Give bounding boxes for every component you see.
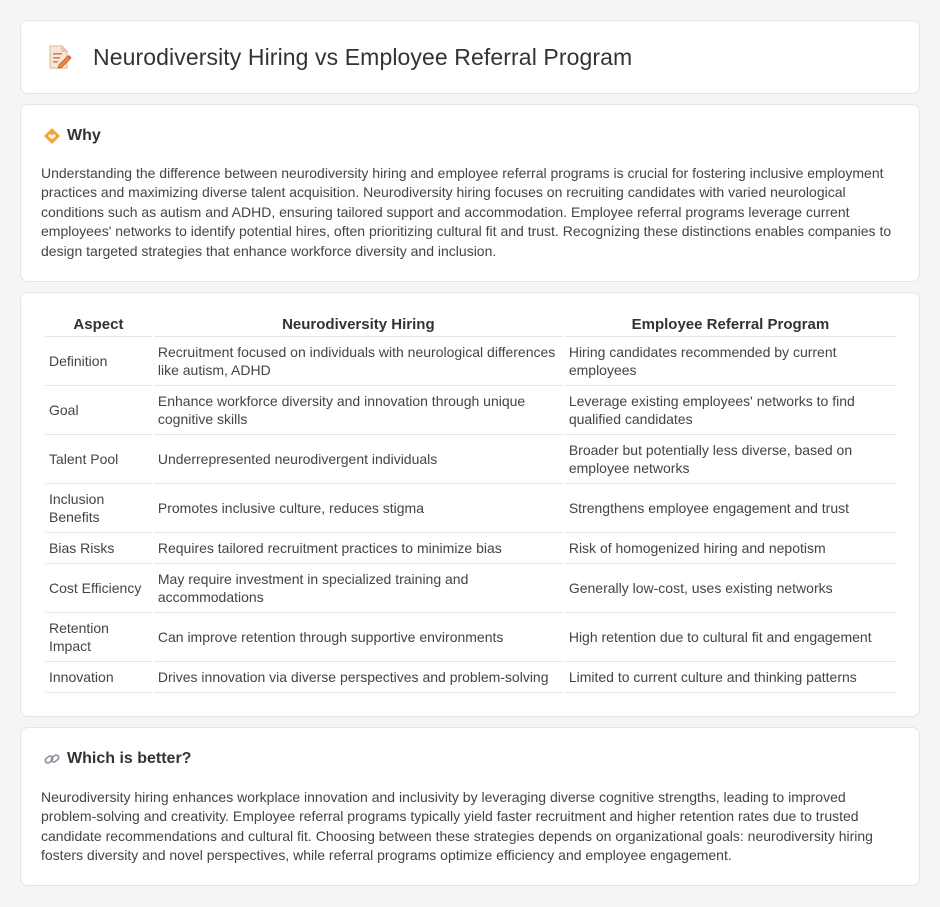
- neurodiversity-cell: Promotes inclusive culture, reduces stigma: [154, 484, 563, 533]
- referral-cell: Broader but potentially less diverse, based on employee networks: [565, 435, 896, 484]
- aspect-cell: Goal: [45, 386, 152, 435]
- why-section: [20, 104, 920, 282]
- header-aspect: Aspect: [45, 315, 152, 337]
- which-is-better-section: [20, 727, 920, 886]
- table-row: [45, 662, 896, 693]
- table-row: [45, 337, 896, 386]
- neurodiversity-cell: Drives innovation via diverse perspectives and problem-solving: [154, 662, 563, 693]
- referral-cell: Strengthens employee engagement and trust: [565, 484, 896, 533]
- referral-cell: Limited to current culture and thinking patterns: [565, 662, 896, 693]
- aspect-cell: Inclusion Benefits: [45, 484, 152, 533]
- comparison-table-card: [20, 292, 920, 717]
- referral-cell: Risk of homogenized hiring and nepotism: [565, 533, 896, 564]
- referral-cell: High retention due to cultural fit and engagement: [565, 613, 896, 662]
- table-header-row: [45, 315, 896, 337]
- better-title: Which is better?: [67, 750, 192, 767]
- why-text: Understanding the difference between neurodiversity hiring and employee referral programs is crucial for fostering inclusive employment practices and maximizing diverse talent acquisition. Neurodiversity hiring focuses on recruiting candidates with varied neurological conditions such as autism and ADHD, ensuring tailored support and accommodation. Employee referral programs leverage current employees' networks to identify potential hires, often prioritizing cultural fit and trust. Recognizing these distinctions enables companies to design targeted strategies that enhance workforce diversity and inclusion.: [41, 165, 892, 259]
- table-row: [45, 613, 896, 662]
- header-neurodiversity-hiring: Neurodiversity Hiring: [154, 315, 563, 337]
- neurodiversity-cell: Can improve retention through supportive environments: [154, 613, 563, 662]
- title-card: [20, 20, 920, 94]
- neurodiversity-cell: Recruitment focused on individuals with neurological differences like autism, ADHD: [154, 337, 563, 386]
- document-pencil-icon: [45, 43, 73, 71]
- link-icon: [43, 750, 61, 768]
- neurodiversity-cell: Enhance workforce diversity and innovation through unique cognitive skills: [154, 386, 563, 435]
- neurodiversity-cell: May require investment in specialized training and accommodations: [154, 564, 563, 613]
- table-row: [45, 386, 896, 435]
- better-header: [43, 750, 191, 768]
- table-row: [45, 533, 896, 564]
- aspect-cell: Innovation: [45, 662, 152, 693]
- referral-cell: Generally low-cost, uses existing networks: [565, 564, 896, 613]
- table-row: [45, 435, 896, 484]
- table-row: [45, 564, 896, 613]
- header-employee-referral: Employee Referral Program: [565, 315, 896, 337]
- handshake-icon: [43, 127, 61, 145]
- referral-cell: Leverage existing employees' networks to find qualified candidates: [565, 386, 896, 435]
- aspect-cell: Cost Efficiency: [45, 564, 152, 613]
- neurodiversity-cell: Requires tailored recruitment practices to minimize bias: [154, 533, 563, 564]
- aspect-cell: Bias Risks: [45, 533, 152, 564]
- referral-cell: Hiring candidates recommended by current employees: [565, 337, 896, 386]
- title-row: [45, 43, 632, 71]
- aspect-cell: Definition: [45, 337, 152, 386]
- comparison-table: [43, 315, 898, 693]
- table-row: [45, 484, 896, 533]
- why-header: [43, 127, 101, 145]
- neurodiversity-cell: Underrepresented neurodivergent individuals: [154, 435, 563, 484]
- aspect-cell: Retention Impact: [45, 613, 152, 662]
- better-text: Neurodiversity hiring enhances workplace innovation and inclusivity by leveraging diverse cognitive strengths, leading to improved problem-solving and creativity. Employee referral programs typically yield faster recruitment and higher retention rates due to trusted candidate recommendations and cultural fit. Choosing between these strategies depends on organizational goals: neurodiversity hiring fosters diversity and novel perspectives, while referral programs optimize efficiency and employee engagement.: [41, 789, 873, 864]
- why-title: Why: [67, 127, 101, 144]
- aspect-cell: Talent Pool: [45, 435, 152, 484]
- page-title: Neurodiversity Hiring vs Employee Referral Program: [93, 43, 633, 70]
